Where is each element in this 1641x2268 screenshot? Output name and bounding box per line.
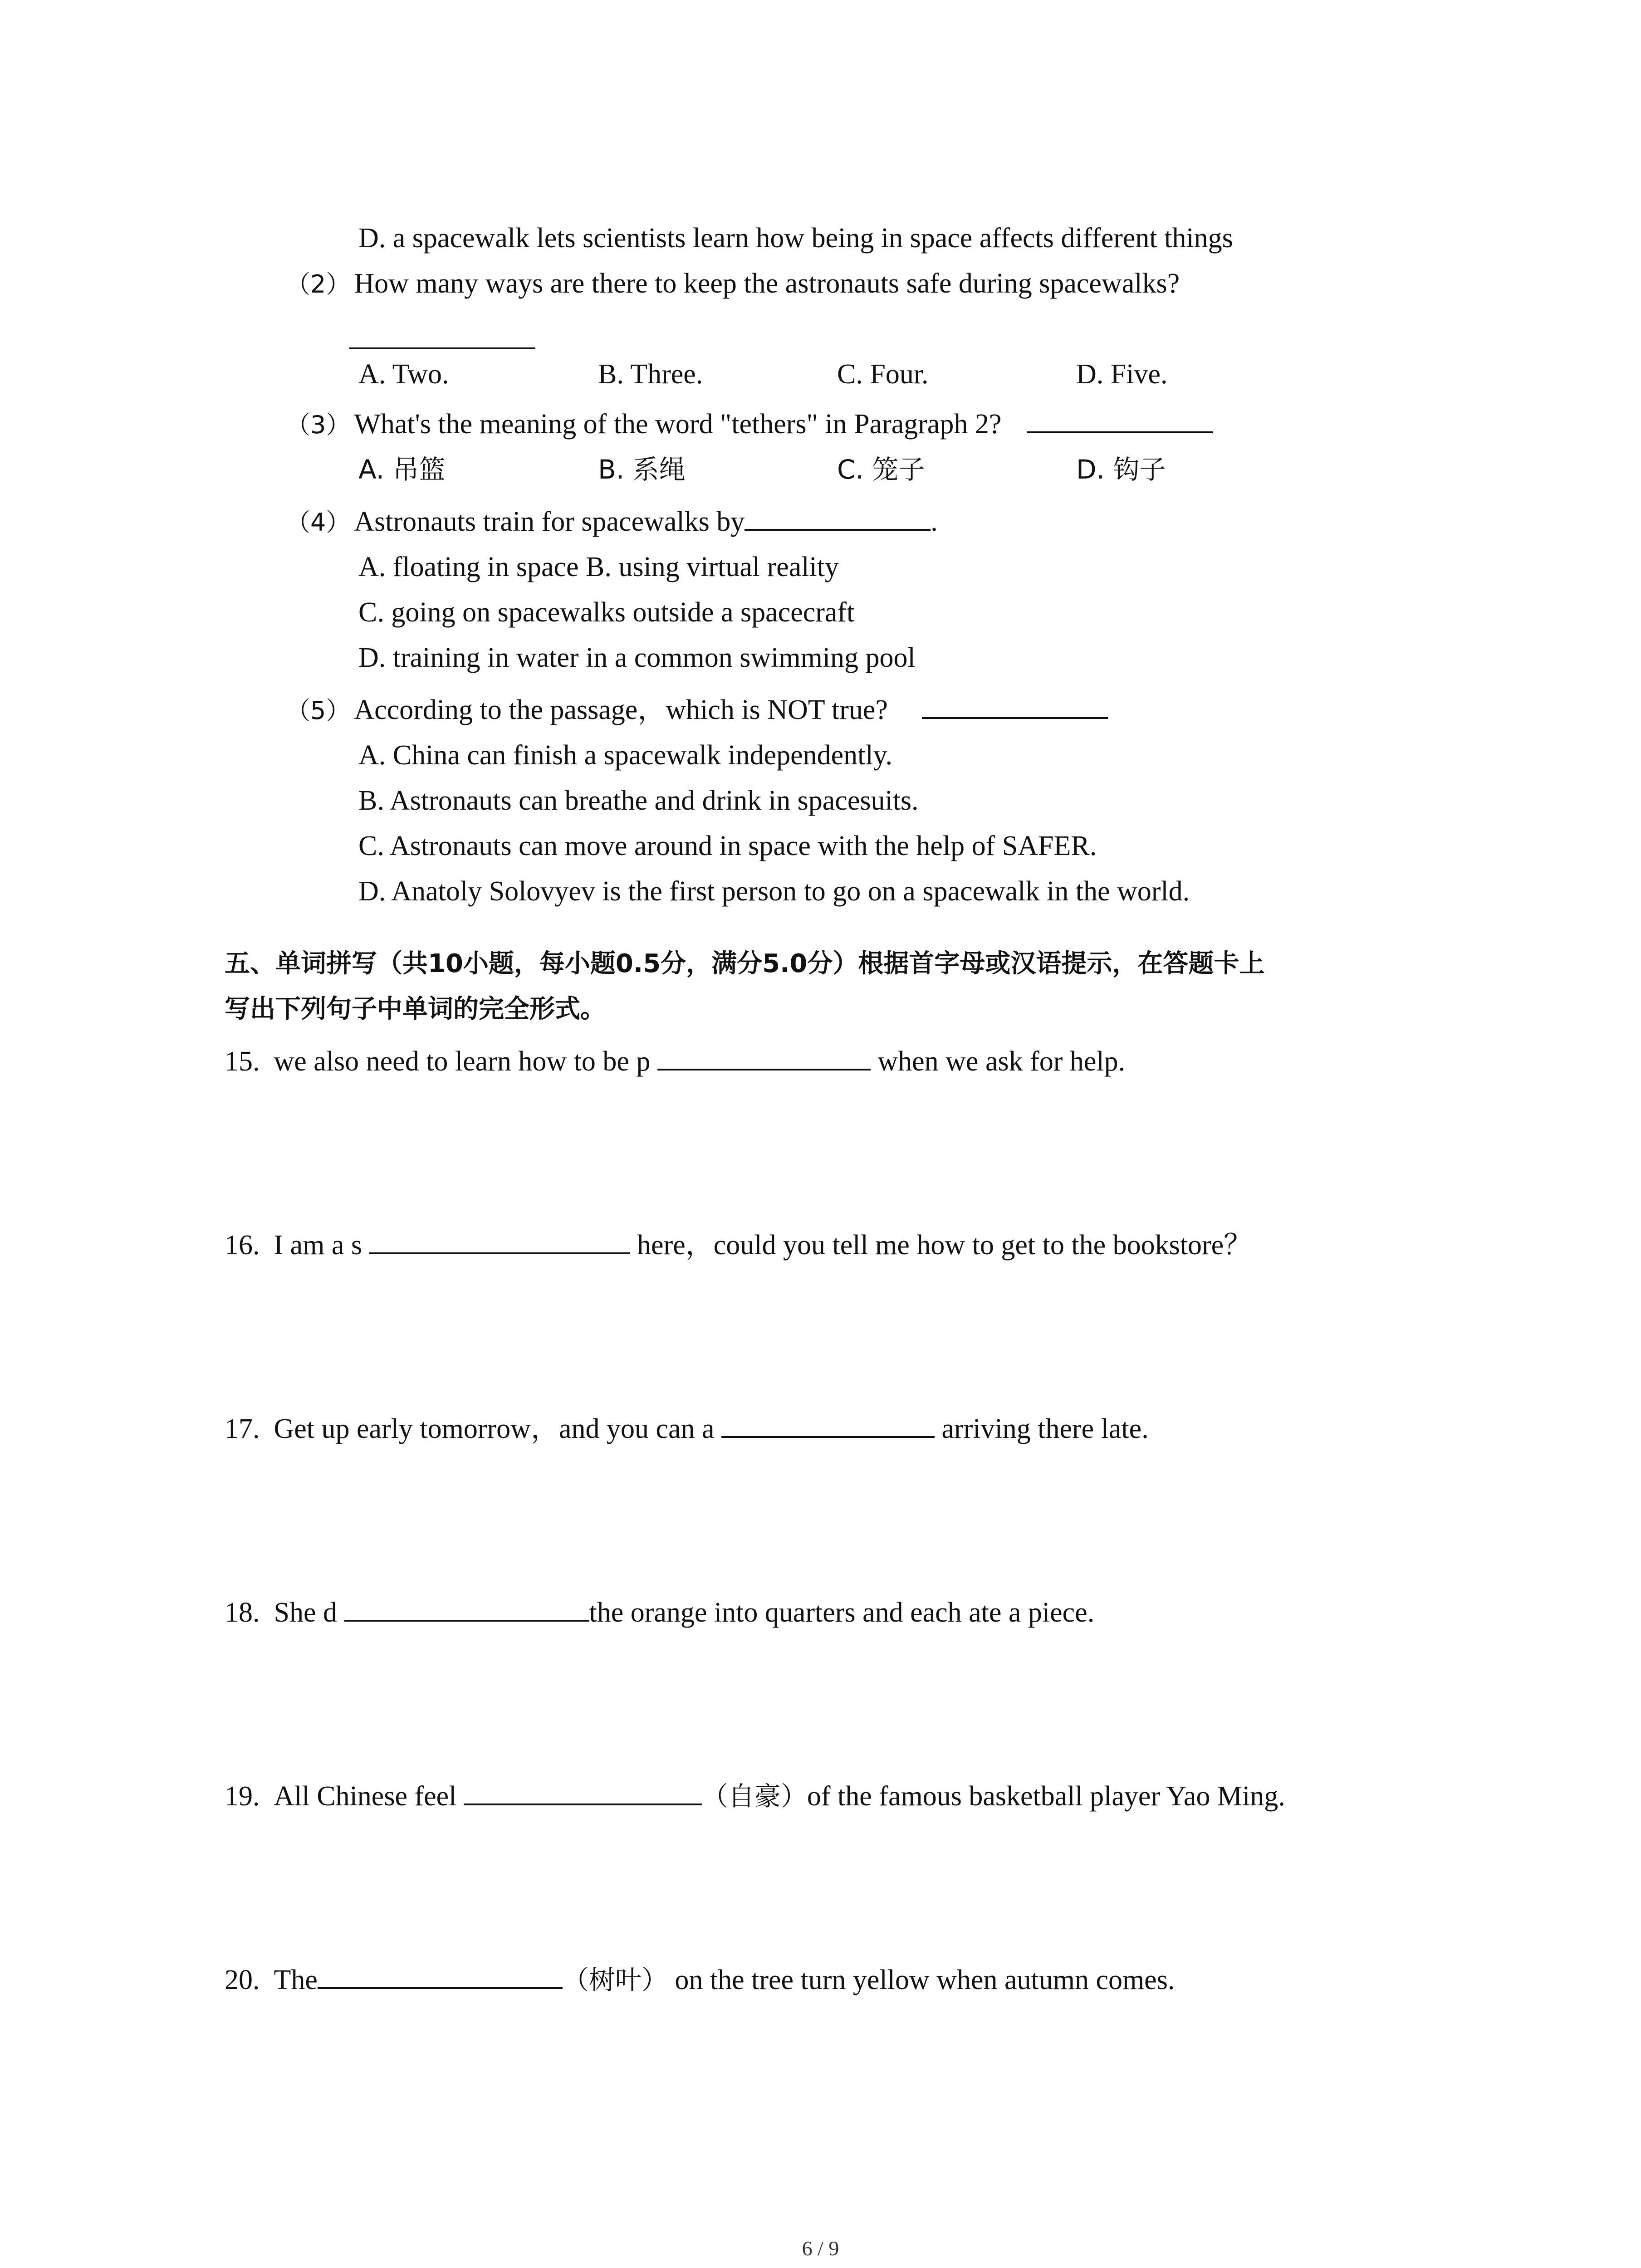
item-19-before: All Chinese feel [274,1781,457,1812]
item-19-hint: （自豪） [701,1781,807,1812]
page-number: 6 / 9 [802,2237,839,2260]
q4-text: Astronauts train for spacewalks by [354,506,745,537]
q4-option-c: C. going on spacewalks outside a spacecraft [358,597,855,628]
q5-stem [286,692,1108,729]
q5-answer-blank[interactable] [922,692,1108,719]
item-20-number: 20. [225,1965,260,1995]
q4-number: （4） [286,508,351,537]
item-17 [225,1411,1149,1447]
item-20-hint: （树叶） [562,1965,668,1995]
q3-text: What's the meaning of the word "tethers" in Paragraph 2? [354,409,1002,440]
q2-option-d: D. Five. [1076,359,1168,390]
item-18 [225,1594,1094,1631]
q3-answer-blank[interactable] [1027,406,1213,433]
q4-text-end: . [931,506,938,537]
q5-option-c: C. Astronauts can move around in space with the help of SAFER. [358,831,1097,861]
item-18-blank[interactable] [344,1594,589,1622]
section5-title-line1: 五、单词拼写（共10小题，每小题0.5分，满分5.0分）根据首字母或汉语提示，在答题卡上 [225,949,1265,978]
item-20 [225,1962,1175,1998]
q2-answer-blank-row [349,322,535,358]
item-18-number: 18. [225,1597,260,1628]
item-20-after: on the tree turn yellow when autumn comes. [675,1965,1175,1995]
q5-option-a: A. China can finish a spacewalk independently. [358,740,893,771]
q1-option-d: D. a spacewalk lets scientists learn how being in space affects different things [358,223,1233,254]
q3-option-c: C. 笼子 [837,454,925,485]
item-19-number: 19. [225,1781,260,1812]
item-19-after: of the famous basketball player Yao Ming. [807,1781,1285,1812]
q3-option-d: D. 钩子 [1076,454,1166,485]
item-15-number: 15. [225,1046,260,1077]
section5-title-line2: 写出下列句子中单词的完全形式。 [225,994,606,1024]
item-17-after: arriving there late. [941,1413,1149,1444]
item-19-blank[interactable] [464,1778,702,1805]
item-16-number: 16. [225,1230,260,1261]
item-15-after: when we ask for help. [877,1046,1126,1077]
q2-option-c: C. Four. [837,359,929,390]
q4-stem [286,503,938,541]
item-20-before: The [274,1965,318,1995]
q4-option-d: D. training in water in a common swimming pool [358,642,916,673]
item-17-number: 17. [225,1413,260,1444]
q2-number: （2） [286,270,351,298]
item-16-before: I am a s [274,1230,362,1261]
q3-number: （3） [286,411,351,439]
q3-option-a: A. 吊篮 [358,454,446,485]
q2-option-b: B. Three. [598,359,703,390]
item-17-blank[interactable] [721,1411,935,1438]
q4-answer-blank[interactable] [745,503,931,531]
q2-stem [286,265,1180,303]
q4-option-ab: A. floating in space B. using virtual reality [358,552,839,582]
item-20-blank[interactable] [318,1962,563,1989]
q2-answer-blank[interactable] [349,322,535,349]
q2-option-a: A. Two. [358,359,449,390]
q5-text: According to the passage，which is NOT true? [354,694,888,725]
item-16-blank[interactable] [369,1227,630,1254]
q3-stem [286,406,1213,443]
q5-number: （5） [286,696,351,725]
item-18-after: the orange into quarters and each ate a piece. [589,1597,1095,1628]
q3-option-b: B. 系绳 [598,454,686,485]
item-15 [225,1043,1125,1080]
q2-text: How many ways are there to keep the astronauts safe during spacewalks? [354,268,1180,299]
item-17-before: Get up early tomorrow，and you can a [274,1413,715,1444]
item-15-before: we also need to learn how to be p [274,1046,651,1077]
item-16-after: here，could you tell me how to get to the bookstore？ [637,1230,1252,1261]
item-19 [225,1778,1285,1814]
item-16 [225,1227,1252,1263]
item-18-before: She d [274,1597,337,1628]
q5-option-b: B. Astronauts can breathe and drink in spacesuits. [358,785,919,816]
item-15-blank[interactable] [657,1043,871,1070]
q5-option-d: D. Anatoly Solovyev is the first person to go on a spacewalk in the world. [358,876,1190,907]
